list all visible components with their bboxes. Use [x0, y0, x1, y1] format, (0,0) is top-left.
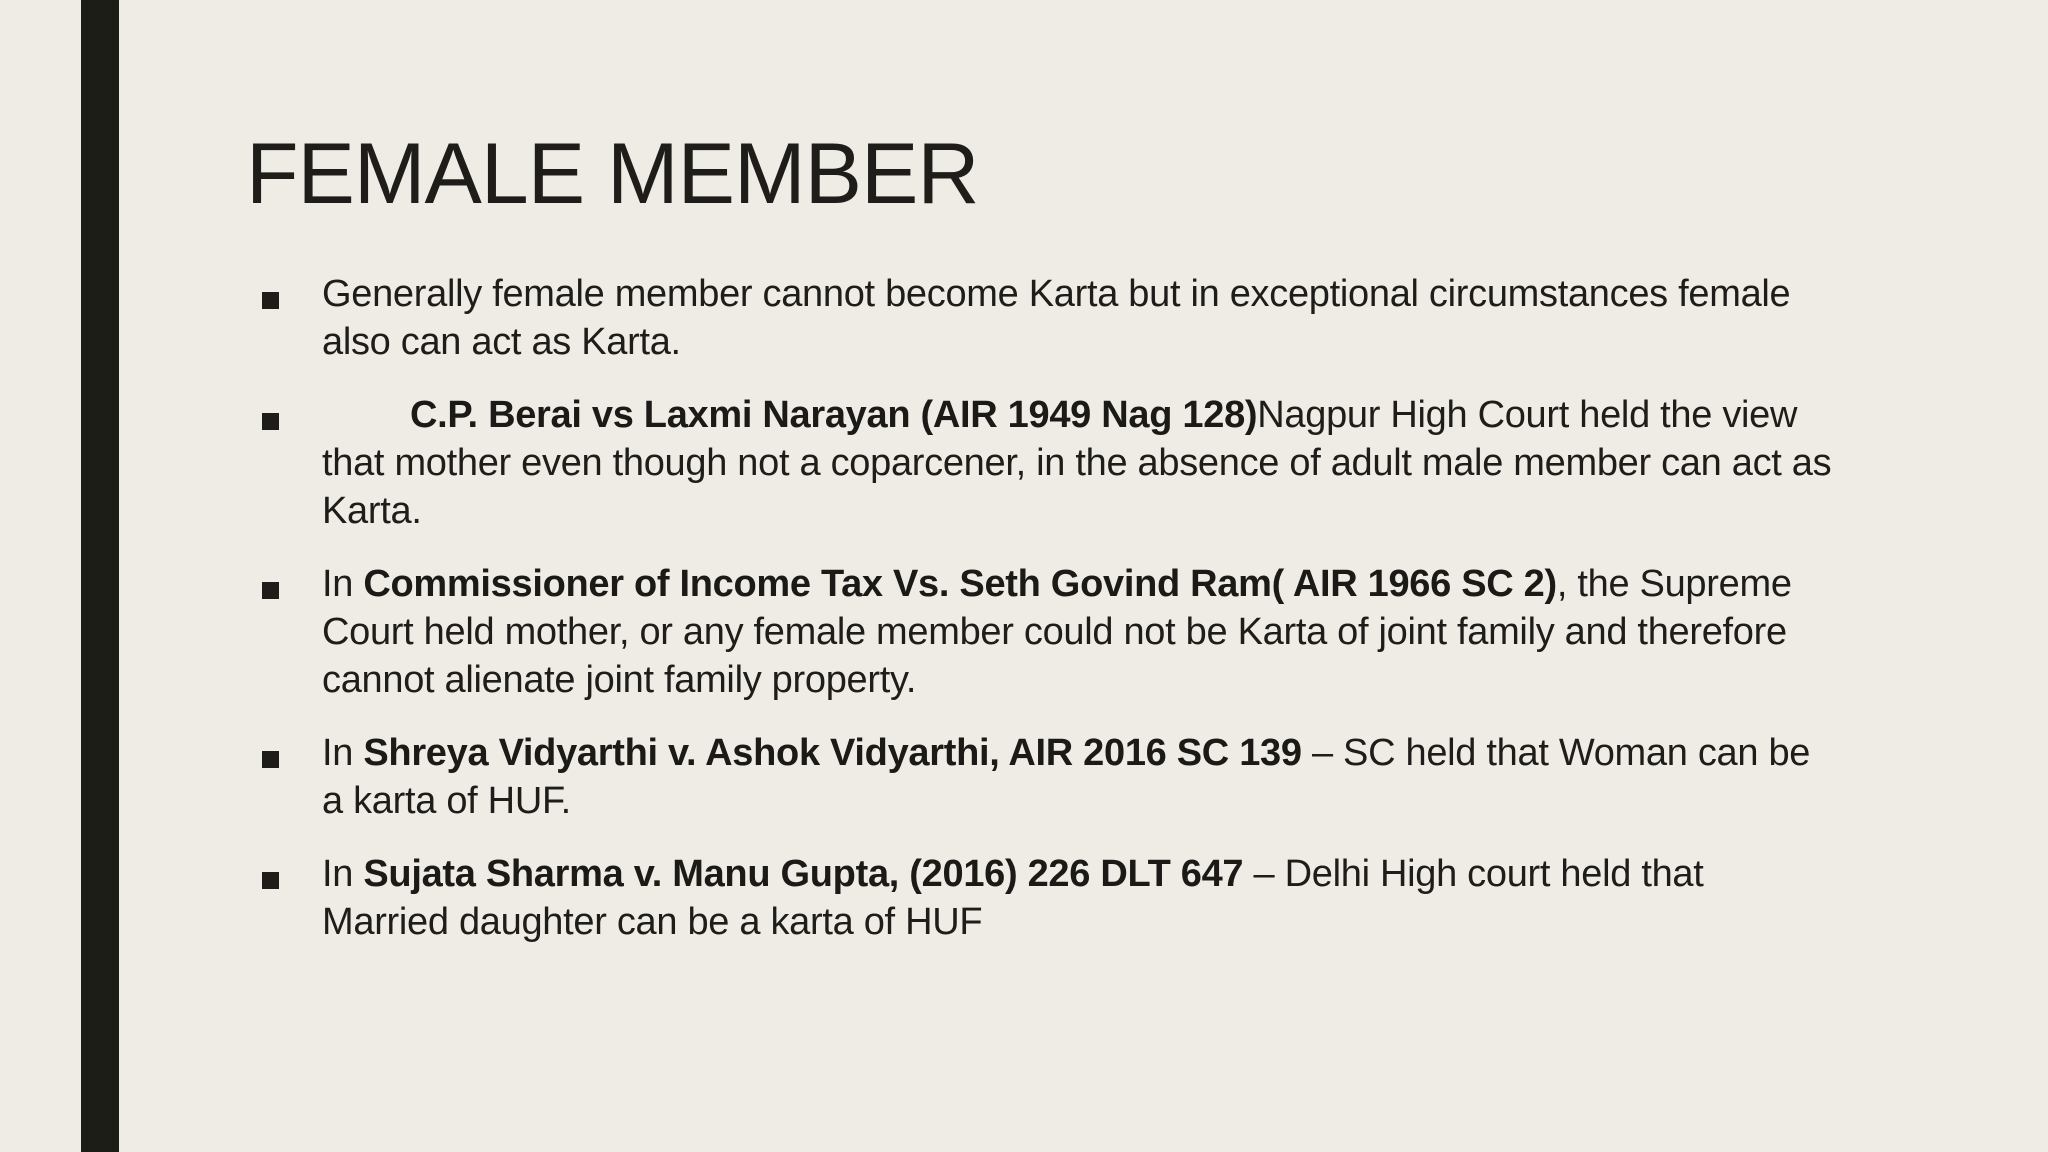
bullet-text: Nagpur High Court held the view that mother even though not a coparcener, in the absence of adult male member can act as Karta. [322, 394, 1832, 532]
case-citation: C.P. Berai vs Laxmi Narayan (AIR 1949 Nag 128) [410, 394, 1258, 436]
bullet-text: , the Supreme Court held mother, or any female member could not be Karta of joint family and therefore cannot alienate joint family property. [322, 563, 1792, 701]
case-citation: Commissioner of Income Tax Vs. Seth Govind Ram( AIR 1966 SC 2) [363, 563, 1557, 605]
bullet-item-2 [258, 391, 1838, 535]
bullet-item-4 [258, 729, 1838, 825]
bullet-prefix: In [322, 732, 364, 774]
bullet-prefix: In [322, 563, 364, 605]
square-bullet-icon [262, 292, 279, 309]
square-bullet-icon [262, 751, 279, 768]
left-accent-bar [81, 0, 119, 1152]
bullet-text: Generally female member cannot become Karta but in exceptional circumstances female also can act as Karta. [322, 273, 1791, 363]
bullet-text: – Delhi High court held that Married daughter can be a karta of HUF [322, 853, 1704, 943]
bullet-item-3 [258, 560, 1838, 704]
bullet-item-1 [258, 270, 1838, 366]
bullet-list [258, 270, 1838, 971]
square-bullet-icon [262, 582, 279, 599]
square-bullet-icon [262, 413, 279, 430]
slide-title: FEMALE MEMBER [246, 126, 979, 222]
square-bullet-icon [262, 872, 279, 889]
case-citation: Sujata Sharma v. Manu Gupta, (2016) 226 DLT 647 [363, 853, 1244, 895]
bullet-item-5 [258, 850, 1838, 946]
case-citation: Shreya Vidyarthi v. Ashok Vidyarthi, AIR 2016 SC 139 [363, 732, 1302, 774]
bullet-text: – SC held that Woman can be a karta of HUF. [322, 732, 1811, 822]
bullet-prefix: In [322, 853, 364, 895]
